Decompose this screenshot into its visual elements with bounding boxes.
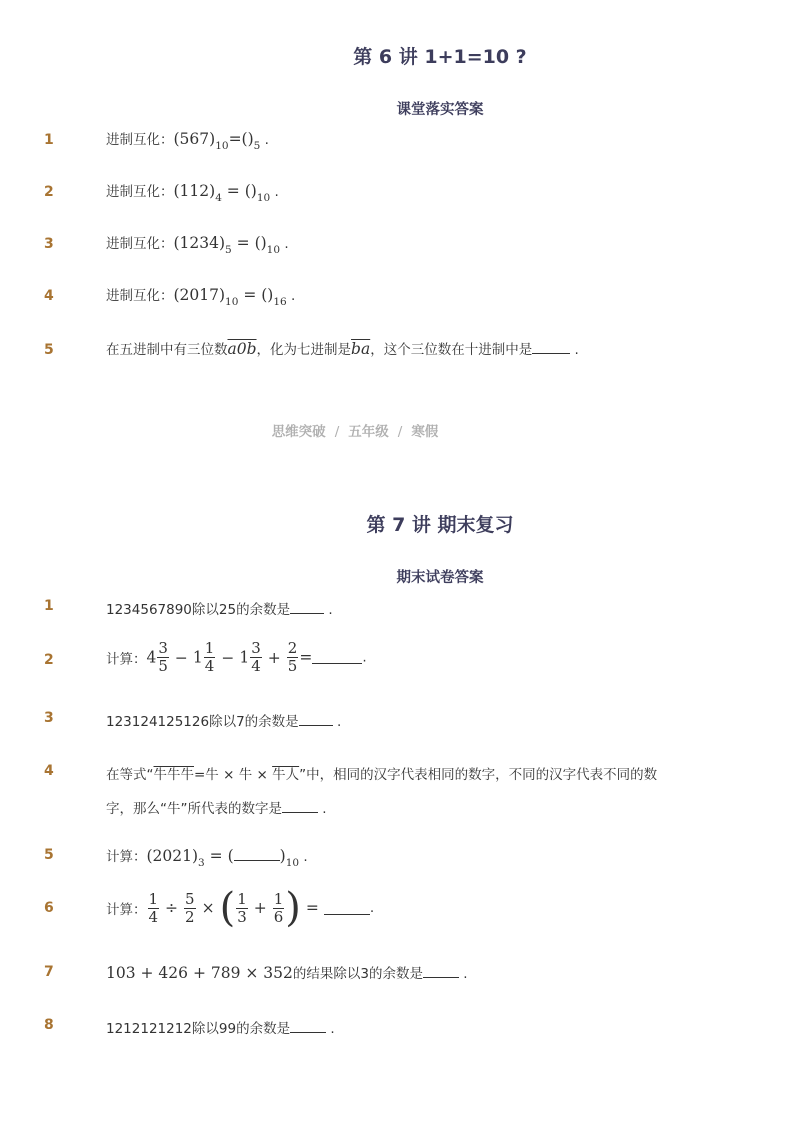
period: . <box>362 649 367 666</box>
multiply-operator: × <box>201 899 215 917</box>
period: . <box>322 801 327 817</box>
question-label: 计算： <box>106 902 147 918</box>
denominator: 5 <box>158 657 168 675</box>
period: . <box>274 184 279 200</box>
equals-sign: = <box>305 899 319 917</box>
math-variable: a0b <box>227 340 257 358</box>
plus-operator: + <box>267 648 281 667</box>
period: . <box>328 602 333 618</box>
math-value: (1234) <box>173 234 226 252</box>
denominator: 4 <box>148 907 159 926</box>
question-6-3 <box>106 232 289 256</box>
answer-blank <box>290 601 324 614</box>
fraction <box>157 640 169 675</box>
question-label: 进制互化： <box>106 236 174 252</box>
question-7-5 <box>106 845 308 869</box>
math-base: 10 <box>215 140 229 152</box>
divide-operator: ÷ <box>165 899 179 917</box>
numerator: 3 <box>158 639 168 657</box>
question-number: 4 <box>44 763 54 779</box>
question-6-4 <box>106 284 295 308</box>
numerator: 5 <box>185 889 195 908</box>
math-value: (112) <box>173 182 216 200</box>
footer-breadcrumb <box>0 420 710 440</box>
math-value: (2021) <box>146 847 199 865</box>
footer-subject: 思维突破 <box>271 424 326 440</box>
question-number: 5 <box>44 342 54 358</box>
fraction <box>250 640 262 675</box>
question-text: ，化为七进制是 <box>256 342 352 358</box>
numerator: 2 <box>287 639 298 657</box>
period: . <box>336 714 342 730</box>
math-base: 4 <box>215 192 222 204</box>
fraction <box>148 891 160 926</box>
answer-blank <box>324 902 370 915</box>
question-number: 2 <box>44 652 54 668</box>
question-7-4-line-1 <box>106 763 657 783</box>
question-number: 7 <box>44 964 54 980</box>
question-number: 1 <box>44 132 54 148</box>
equals-sign: = <box>299 648 313 667</box>
numerator: 1 <box>237 889 247 908</box>
question-7-1 <box>106 598 333 618</box>
denominator: 2 <box>185 907 195 926</box>
period: . <box>291 288 296 304</box>
question-text: 1234567890除以25的余数是 <box>106 602 291 618</box>
period: . <box>264 132 269 148</box>
question-label: 进制互化： <box>106 288 174 304</box>
question-text: 的结果除以3的余数是 <box>292 966 423 982</box>
answer-blank <box>312 651 362 664</box>
period: . <box>330 1021 335 1037</box>
period: . <box>369 900 375 916</box>
mixed-whole: 1 <box>192 648 203 667</box>
question-7-6 <box>106 885 375 931</box>
numerator: 3 <box>251 639 261 657</box>
question-6-5 <box>106 338 579 358</box>
answer-blank <box>532 341 570 354</box>
lecture-6-subtitle: 课堂落实答案 <box>396 102 484 118</box>
question-number: 5 <box>44 847 54 863</box>
question-text: =牛 × 牛 × <box>194 767 273 783</box>
question-label: 计算： <box>106 651 147 668</box>
math-close-paren: ) <box>279 847 286 865</box>
answer-blank <box>234 848 280 861</box>
numerator: 1 <box>273 889 284 908</box>
fraction <box>236 891 248 926</box>
mixed-whole: 1 <box>239 648 250 667</box>
math-equals: =() <box>228 130 254 148</box>
fraction <box>184 891 196 926</box>
math-expression: 103 + 426 + 789 × 352 <box>106 964 293 982</box>
math-base: 10 <box>266 244 281 256</box>
minus-operator: − <box>221 648 235 667</box>
question-7-7 <box>106 962 468 982</box>
question-number: 3 <box>44 236 54 252</box>
denominator: 4 <box>204 657 215 675</box>
question-6-2 <box>106 180 279 204</box>
math-equals: = () <box>238 286 274 304</box>
overlined-number: 牛牛牛 <box>153 767 194 783</box>
lecture-7-subtitle: 期末试卷答案 <box>396 570 484 586</box>
lecture-7-title: 第 7 讲 期末复习 <box>366 514 514 536</box>
question-number: 6 <box>44 900 54 916</box>
denominator: 6 <box>273 907 284 926</box>
plus-operator: + <box>253 899 267 917</box>
question-7-2 <box>106 640 367 675</box>
math-equals: = () <box>221 182 257 200</box>
denominator: 3 <box>237 907 247 926</box>
footer-separator: / <box>334 424 340 440</box>
footer-grade: 五年级 <box>348 424 389 440</box>
math-base: 5 <box>225 244 232 256</box>
question-number: 1 <box>44 598 54 614</box>
math-base: 10 <box>285 857 300 869</box>
math-base: 16 <box>273 296 287 308</box>
answer-blank <box>423 965 459 978</box>
period: . <box>284 236 289 252</box>
math-base: 10 <box>225 296 239 308</box>
question-text: 123124125126除以7的余数是 <box>106 714 299 730</box>
question-6-1 <box>106 128 269 152</box>
fraction <box>204 640 216 675</box>
question-text: ，这个三位数在十进制中是 <box>370 342 533 358</box>
minus-operator: − <box>174 648 188 667</box>
period: . <box>303 849 308 865</box>
math-equals: = ( <box>204 847 234 865</box>
question-7-3 <box>106 710 341 730</box>
math-base: 10 <box>256 192 271 204</box>
period: . <box>574 342 579 358</box>
period: . <box>463 966 468 982</box>
question-text: 在五进制中有三位数 <box>106 342 228 358</box>
question-text: 字，那么“牛”所代表的数字是 <box>106 801 282 817</box>
math-value: (2017) <box>173 286 226 304</box>
footer-separator: / <box>397 424 403 440</box>
numerator: 1 <box>204 639 215 657</box>
math-base: 5 <box>253 140 261 152</box>
question-label: 进制互化： <box>106 184 174 200</box>
question-7-8 <box>106 1017 335 1037</box>
answer-blank <box>299 713 333 726</box>
left-paren: ( <box>219 885 236 931</box>
footer-term: 寒假 <box>411 424 439 440</box>
right-paren: ) <box>285 885 301 931</box>
math-base: 3 <box>198 857 205 869</box>
mixed-whole: 4 <box>146 648 157 667</box>
question-number: 8 <box>44 1017 54 1033</box>
math-variable: $\overline{ba}$ <box>351 340 371 358</box>
question-text: 在等式“ <box>106 767 154 783</box>
question-number: 3 <box>44 710 54 726</box>
question-number: 4 <box>44 288 54 304</box>
denominator: 4 <box>251 657 261 675</box>
question-label: 进制互化： <box>106 132 174 148</box>
overlined-number: 牛人 <box>272 767 300 783</box>
fraction <box>273 891 285 926</box>
answer-blank <box>290 1020 326 1033</box>
question-number: 2 <box>44 184 54 200</box>
math-equals: = () <box>231 234 267 252</box>
question-text: ”中，相同的汉字代表相同的数字，不同的汉字代表不同的数 <box>299 767 658 783</box>
denominator: 5 <box>287 657 298 675</box>
question-7-4-line-2 <box>106 797 327 817</box>
math-value: (567) <box>173 130 216 148</box>
question-label: 计算： <box>106 849 147 865</box>
numerator: 1 <box>148 889 159 908</box>
question-text: 1212121212除以99的余数是 <box>106 1021 291 1037</box>
lecture-6-title: 第 6 讲 1+1=10 ? <box>353 46 527 68</box>
fraction <box>287 640 299 675</box>
answer-blank <box>282 800 318 813</box>
